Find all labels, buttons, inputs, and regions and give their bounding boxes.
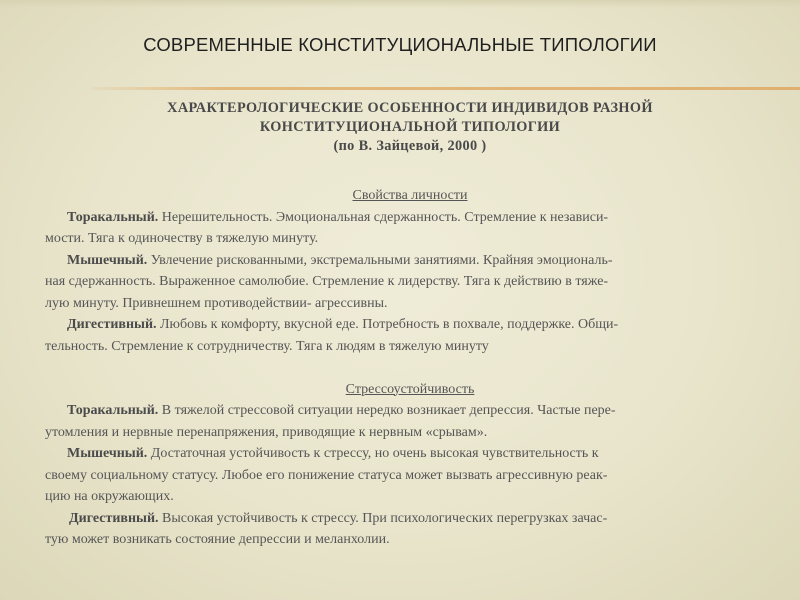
para-text: лую минуту. Привнешнем противодействии- агрессивны.: [45, 295, 388, 311]
slide-title: СОВРЕМЕННЫЕ КОНСТИТУЦИОНАЛЬНЫЕ ТИПОЛОГИИ: [143, 34, 657, 55]
stress-digestive: [45, 508, 775, 551]
para-text: тельность. Стремление к сотрудничеству. Тяга к людям в тяжелую минуту: [45, 338, 489, 354]
subtitle-citation: (по В. Зайцевой, 2000 ): [333, 138, 487, 154]
title-divider: [92, 87, 800, 90]
section-heading-stress: Стрессоустойчивость: [345, 381, 475, 397]
personality-thoracic: [45, 207, 775, 250]
type-label: Мышечный.: [67, 446, 148, 461]
personality-digestive: [45, 314, 775, 357]
subtitle-block: [100, 99, 720, 156]
para-text: своему социальному статусу. Любое его понижение статуса может вызвать агрессивную реак-: [45, 467, 608, 483]
stress-muscular: [45, 443, 775, 508]
para-text: Любовь к комфорту, вкусной еде. Потребность в похвале, поддержке. Общи-: [156, 317, 619, 332]
para-text: Достаточная устойчивость к стрессу, но очень высокая чувствительность к: [147, 446, 599, 461]
subtitle-line-2: КОНСТИТУЦИОНАЛЬНОЙ ТИПОЛОГИИ: [259, 119, 561, 135]
para-text: В тяжелой стрессовой ситуации нередко возникает депрессия. Частые пере-: [158, 403, 616, 418]
subtitle-line-1: ХАРАКТЕРОЛОГИЧЕСКИЕ ОСОБЕННОСТИ ИНДИВИДОВ РАЗНОЙ: [167, 100, 653, 116]
type-label: Торакальный.: [67, 209, 159, 225]
type-label: Дигестивный.: [67, 317, 157, 332]
para-text: ная сдержанность. Выраженное самолюбие. Стремление к лидерству. Тяга к действию в тяже-: [45, 274, 609, 289]
type-label: Мышечный.: [67, 252, 148, 268]
para-text: тую может возникать состояние депрессии и меланхолии.: [45, 532, 390, 547]
stress-thoracic: [45, 400, 775, 443]
para-text: Увлечение рискованными, экстремальными занятиями. Крайняя эмоциональ-: [147, 252, 613, 268]
para-text: мости. Тяга к одиночеству в тяжелую минуту.: [45, 231, 319, 246]
para-text: Нерешительность. Эмоциональная сдержанность. Стремление к независи-: [158, 209, 609, 225]
type-label: Торакальный.: [67, 403, 159, 418]
content-body: [45, 185, 775, 551]
type-label: Дигестивный.: [69, 510, 159, 526]
personality-muscular: [45, 250, 775, 315]
para-text: Высокая устойчивость к стрессу. При психологических перегрузках зачас-: [158, 510, 608, 526]
para-text: цию на окружающих.: [45, 489, 174, 504]
section-heading-personality: Свойства личности: [352, 188, 468, 203]
para-text: утомления и нервные перенапряжения, приводящие к нервным «срывам».: [45, 424, 488, 440]
